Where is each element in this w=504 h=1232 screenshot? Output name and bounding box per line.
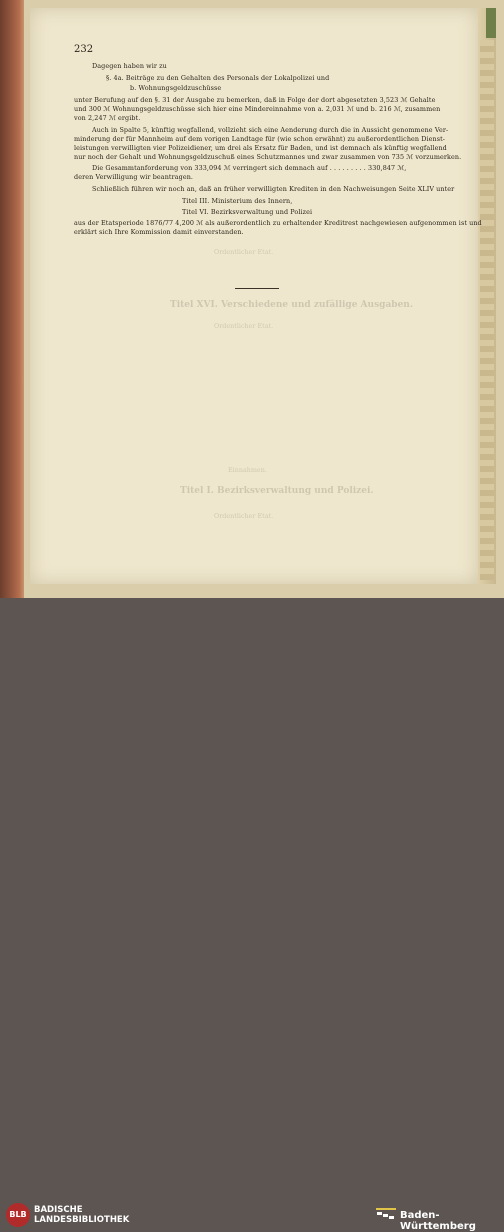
text-line: Titel VI. Bezirksverwaltung und Polizei (182, 208, 313, 216)
blb-logo-icon[interactable]: BLB (6, 1203, 30, 1227)
text-line: Schließlich führen wir noch an, daß an früher verwilligten Krediten in den Nachweisungen Seite XLIV unter (92, 185, 455, 193)
text-line: nur noch der Gehalt und Wohnungsgeldzuschuß eines Schutzmannes und zwar zusammen von 735 ℳ vorzumerken. (74, 153, 462, 161)
bleed-through-text: Ordentlicher Etat. (214, 248, 274, 256)
viewer-footer (0, 598, 504, 1232)
state-name[interactable]: Baden-Württemberg (400, 1210, 476, 1232)
library-name[interactable] (34, 1205, 129, 1225)
text-line: von 2,247 ℳ ergibt. (74, 114, 141, 122)
text-line: unter Berufung auf den §. 31 der Ausgabe zu bemerken, daß in Folge der dort abgesetzten 3,523 ℳ Gehalte (74, 96, 436, 104)
bookmark-ribbon (486, 8, 496, 38)
scanned-page (30, 8, 478, 584)
text-line: deren Verwilligung wir beantragen. (74, 173, 194, 181)
document-viewer (0, 0, 504, 598)
library-name-line1: BADISCHE (34, 1205, 83, 1215)
text-line: leistungen verwilligten vier Polizeidiener, um drei als Ersatz für Baden, und ist demnach als künftig wegfallend (74, 144, 447, 152)
text-line: und 300 ℳ Wohnungsgeldzuschüsse sich hier eine Mindereinnahme von a. 2,031 ℳ und b. 216 ℳ, zusammen (74, 105, 441, 113)
bleed-through-text: Ordentlicher Etat. (214, 512, 274, 520)
bleed-through-text: Einnahmen. (228, 466, 267, 474)
bleed-through-text: Ordentlicher Etat. (214, 322, 274, 330)
page-stack-edges (480, 40, 494, 580)
bleed-through-text: Titel XVI. Verschiedene und zufällige Ausgaben. (170, 300, 413, 310)
library-name-line2: LANDESBIBLIOTHEK (34, 1215, 130, 1225)
text-line: Dagegen haben wir zu (92, 62, 167, 70)
baden-wuerttemberg-lions-icon[interactable] (376, 1208, 396, 1224)
section-subheading: b. Wohnungsgeldzuschüsse (130, 84, 222, 92)
text-line: aus der Etatsperiode 1876/77 4,200 ℳ als außerordentlich zu erhaltender Kreditrest nachgewiesen aufgenommen ist und (74, 219, 482, 227)
text-line: Auch in Spalte 5, künftig wegfallend, vollzieht sich eine Aenderung durch die in Aussicht genommene Ver- (92, 126, 449, 134)
divider (235, 288, 279, 289)
text-line: Titel III. Ministerium des Innern, (182, 197, 293, 205)
text-line: erklärt sich Ihre Kommission damit einverstanden. (74, 228, 244, 236)
bleed-through-text: Titel I. Bezirksverwaltung und Polizei. (180, 486, 374, 496)
page-number: 232 (74, 44, 94, 55)
text-line: minderung der für Mannheim auf dem vorigen Landtage für (wie schon erwähnt) zu außerordentlichen Dienst- (74, 135, 446, 143)
section-heading: §. 4a. Beiträge zu den Gehalten des Personals der Lokalpolizei und (106, 74, 330, 82)
text-line: Die Gesammtanforderung von 333,094 ℳ verringert sich demnach auf . . . . . . . . . 330,847 ℳ, (92, 164, 407, 172)
